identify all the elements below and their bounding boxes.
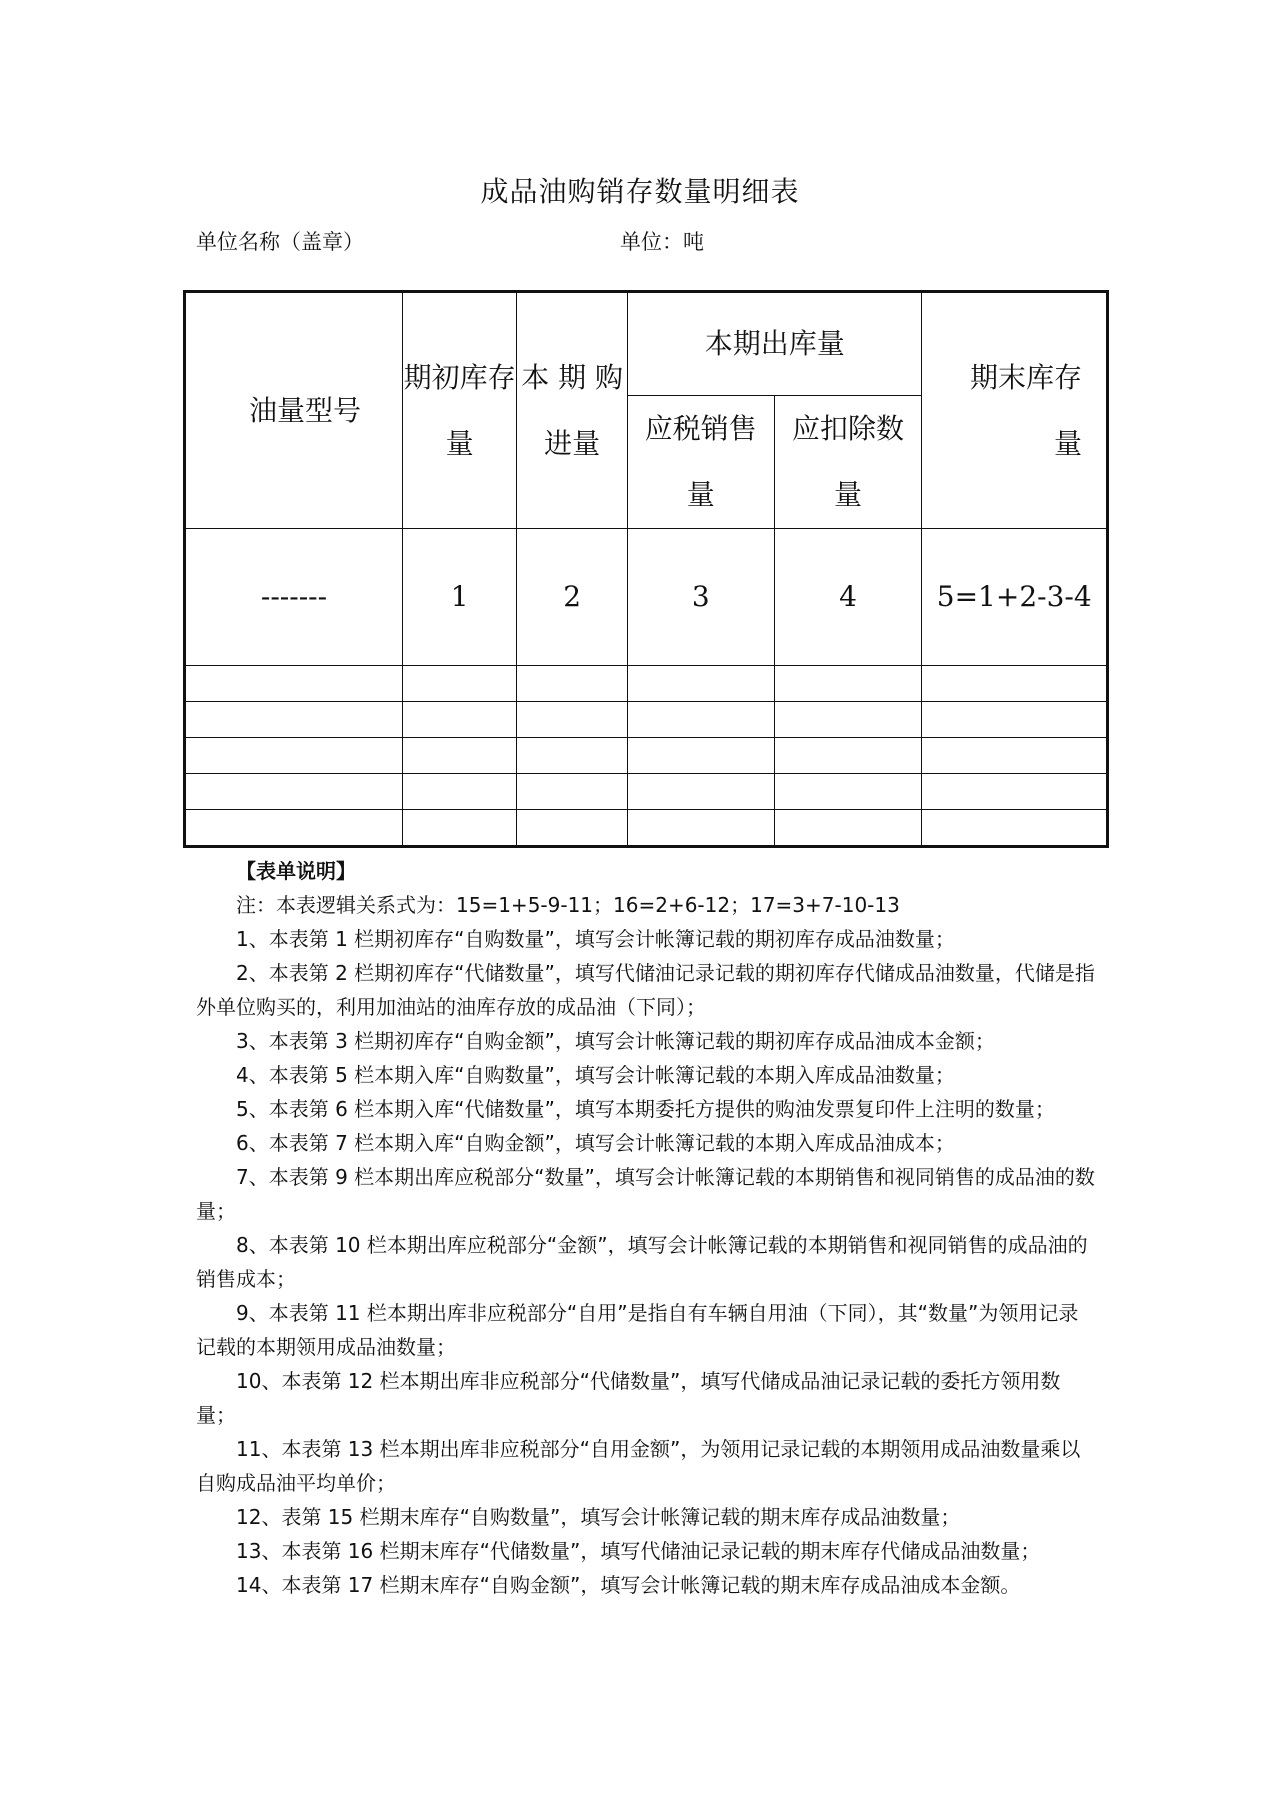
note-item: 注：本表逻辑关系式为：15=1+5-9-11；16=2+6-12；17=3+7-10-13 [236,893,900,917]
page-title: 成品油购销存数量明细表 [480,175,800,208]
note-item: 10、本表第 12 栏本期出库非应税部分“代储数量”，填写代储成品油记录记载的委托方领用数量； [196,1369,1061,1427]
table-row [185,666,1108,702]
header-purchase: 本 期 购进量 [517,292,628,529]
table-row [185,529,1108,666]
header-oil-type: 油量型号 [185,292,403,529]
unit-name-label: 单位名称（盖章） [196,230,364,254]
note-item: 7、本表第 9 栏本期出库应税部分“数量”，填写会计帐簿记载的本期销售和视同销售的成品油的数量； [196,1165,1095,1223]
cell-oil-type-number: ------- [185,529,403,666]
notes-heading: 【表单说明】 [236,859,356,883]
note-item: 14、本表第 17 栏期末库存“自购金额”，填写会计帐簿记载的期末库存成品油成本金额。 [236,1573,1021,1597]
cell-opening-number: 1 [402,529,516,666]
cell-deductible-number: 4 [774,529,922,666]
note-item: 3、本表第 3 栏期初库存“自购金额”，填写会计帐簿记载的期初库存成品油成本金额； [236,1029,995,1053]
table-row [185,702,1108,738]
table-row [185,738,1108,774]
note-item: 11、本表第 13 栏本期出库非应税部分“自用金额”，为领用记录记载的本期领用成品油数量乘以自购成品油平均单价； [196,1437,1081,1495]
cell-purchase-number: 2 [517,529,628,666]
note-item: 2、本表第 2 栏期初库存“代储数量”，填写代储油记录记载的期初库存代储成品油数量，代储是指外单位购买的，利用加油站的油库存放的成品油（下同）； [196,961,1095,1019]
form-notes [196,854,1096,1602]
unit-measure-label: 单位：吨 [620,230,704,254]
note-item: 1、本表第 1 栏期初库存“自购数量”，填写会计帐簿记载的期初库存成品油数量； [236,927,955,951]
note-item: 13、本表第 16 栏期末库存“代储数量”，填写代储油记录记载的期末库存代储成品油数量； [236,1539,1041,1563]
detail-table [183,290,1109,848]
note-item: 8、本表第 10 栏本期出库应税部分“金额”，填写会计帐簿记载的本期销售和视同销售的成品油的销售成本； [196,1233,1088,1291]
note-item: 4、本表第 5 栏本期入库“自购数量”，填写会计帐簿记载的本期入库成品油数量； [236,1063,955,1087]
note-item: 12、表第 15 栏期末库存“自购数量”，填写会计帐簿记载的期末库存成品油数量； [236,1505,961,1529]
header-opening-stock: 期初库存量 [402,292,516,529]
cell-closing-formula: 5=1+2-3-4 [922,529,1108,666]
header-deductible: 应扣除数量 [774,396,922,529]
header-outbound-group: 本期出库量 [628,292,922,396]
note-item: 9、本表第 11 栏本期出库非应税部分“自用”是指自有车辆自用油（下同），其“数量”为领用记录记载的本期领用成品油数量； [196,1301,1079,1359]
table-row [185,810,1108,847]
note-item: 5、本表第 6 栏本期入库“代储数量”，填写本期委托方提供的购油发票复印件上注明的数量； [236,1097,1055,1121]
table-row [185,774,1108,810]
note-item: 6、本表第 7 栏本期入库“自购金额”，填写会计帐簿记载的本期入库成品油成本； [236,1131,955,1155]
header-taxable-sales: 应税销售量 [628,396,775,529]
cell-taxable-number: 3 [628,529,775,666]
header-closing-stock: 期末库存量 [922,292,1108,529]
